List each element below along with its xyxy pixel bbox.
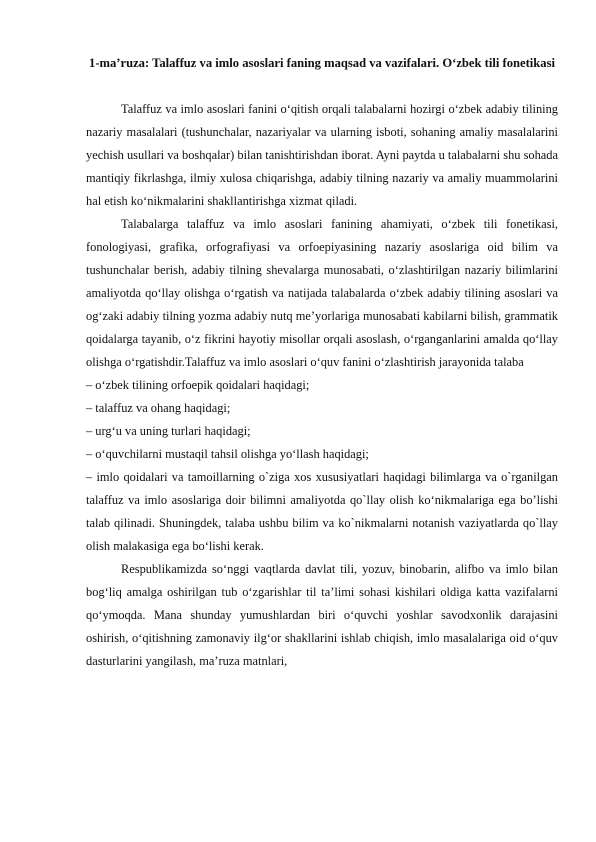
paragraph-intro: Talaffuz va imlo asoslari fanini o‘qitish orqali talabalarni hozirgi o‘zbek adabiy tilining nazariy masalalari (tushunchalar, nazariyalar va ularning isboti, sohaning amaliy masalalarini yechish usullari va boshqalar) bilan tanishtirishdan iborat. Ayni paytda u talabalarni shu sohada mantiqiy fikrlashga, ilmiy xulosa chiqarishga, adabiy tilning nazariy va amaliy muammolarini hal etish ko‘nikmalarini shakllantirishga xizmat qiladi. [86, 102, 558, 208]
list-item-spelling-rules: – imlo qoidalari va tamoillarning o`ziga xos xususiyatlari haqidagi bilimlarga va o`rganilgan talaffuz va imlo asoslariga doir bilimni amaliyotda qo`llay olish ko‘nikmalariga ega bo’lishi talab qilinadi. Shuningdek, talaba ushbu bilim va ko`nikmalarni notanish vaziyatlarda qo`llay olish malakasiga ega bo‘lishi kerak. [86, 470, 558, 553]
list-item-independent-study: – o‘quvchilarni mustaqil tahsil olishga yo‘llash haqidagi; [86, 447, 369, 461]
list-item-stress-types: – urg‘u va uning turlari haqidagi; [86, 424, 251, 438]
lecture-title: 1-ma’ruza: Talaffuz va imlo asoslari faning maqsad va vazifalari. O‘zbek tili fonetikasi [89, 56, 555, 70]
list-item-orthoepic-rules: – o‘zbek tilining orfoepik qoidalari haqidagi; [86, 378, 310, 392]
paragraph-republic: Respublikamizda so‘nggi vaqtlarda davlat tili, yozuv, binobarin, alifbo va imlo bilan bog‘liq amalga oshirilgan tub o‘zgarishlar til ta’limi sohasi kishilari oldiga katta vazifalarni qo‘ymoqda. Mana shunday yumushlardan biri o‘quvchi yoshlar savodxonlik darajasini oshirish, o‘qitishning zamonaviy ilg‘or shakllarini ishlab chiqish, imlo masalalariga oid o‘quv dasturlarini yangilash, ma’ruza matnlari, [86, 562, 558, 668]
paragraph-goals: Talabalarga talaffuz va imlo asoslari fanining ahamiyati, o‘zbek tili fonetikasi, fonologiyasi, grafika, orfografiyasi va orfoepiyasining nazariy asoslariga oid bilim va tushunchalar berish, adabiy tilning shevalarga munosabati, o‘zlashtirilgan nazariy bilimlarini amaliyotda qo‘llay olishga o‘rgatish va natijada talabalarda o‘zbek adabiy tilining asoslari va og‘zaki adabiy tilning yozma adabiy nutq me’yorlariga munosabati kabilarni bilish, grammatik qoidalarga tayanib, o‘z fikrini hayotiy misollar orqali asoslash, o‘rganganlarini amalda qo‘llay olishga o‘rgatishdir.Talaffuz va imlo asoslari o‘quv fanini o‘zlashtirish jarayonida talaba [86, 217, 558, 369]
list-item-pronunciation-intonation: – talaffuz va ohang haqidagi; [86, 401, 231, 415]
